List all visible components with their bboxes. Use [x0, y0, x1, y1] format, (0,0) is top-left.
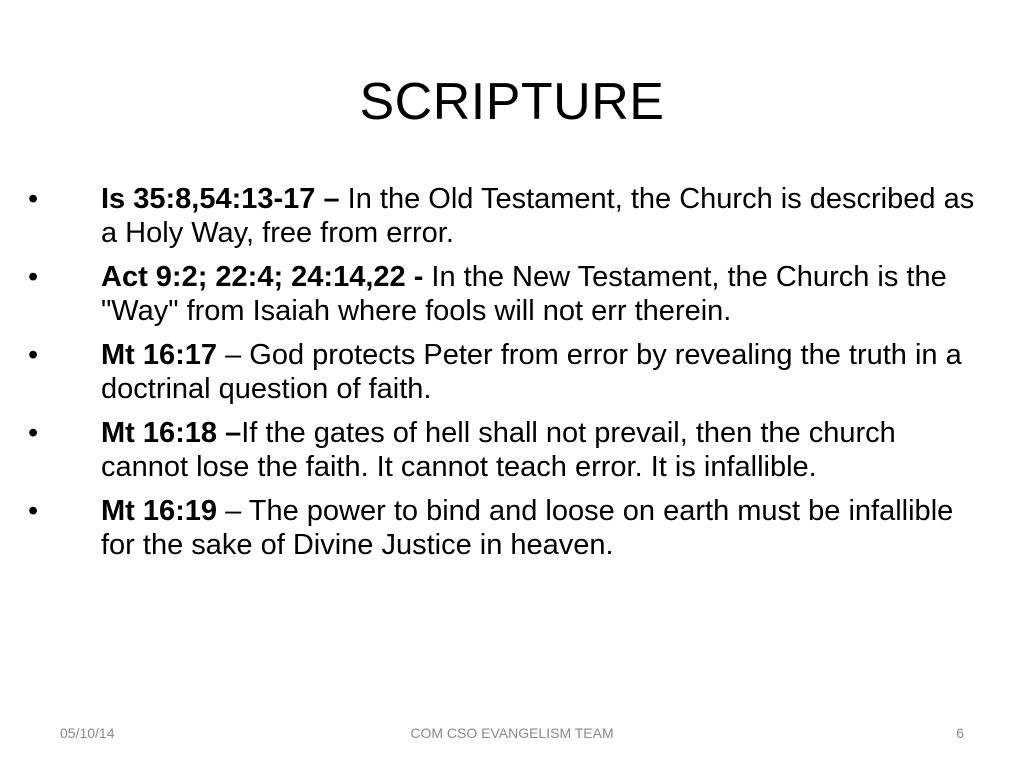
bullet-text: If the gates of hell shall not prevail, then the church cannot lose the faith. It cannot teach error. It is infallible.	[101, 417, 896, 483]
bullet-item	[28, 182, 978, 250]
footer-date: 05/10/14	[60, 725, 115, 741]
bullet-text: In the Old Testament, the Church is described as a Holy Way, free from error.	[101, 183, 975, 249]
slide-title: SCRIPTURE	[359, 73, 665, 131]
bullet-dot-icon: •	[28, 495, 39, 527]
bullet-item	[28, 338, 978, 406]
bullet-item	[28, 416, 978, 484]
footer-organization: COM CSO EVANGELISM TEAM	[410, 725, 614, 741]
footer-page-number: 6	[956, 725, 964, 741]
bullet-dot-icon: •	[28, 339, 39, 371]
scripture-reference: Mt 16:19	[101, 495, 218, 527]
bullet-item	[28, 260, 978, 328]
scripture-reference: Act 9:2; 22:4; 24:14,22 -	[101, 261, 424, 293]
bullet-text: – God protects Peter from error by revealing the truth in a doctrinal question of faith.	[101, 339, 962, 405]
scripture-reference: Mt 16:18 –	[101, 417, 242, 449]
bullet-text: In the New Testament, the Church is the "Way" from Isaiah where fools will not err therein.	[101, 261, 947, 327]
bullet-text: – The power to bind and loose on earth must be infallible for the sake of Divine Justice in heaven.	[101, 495, 954, 561]
scripture-reference: Is 35:8,54:13-17 –	[101, 183, 340, 215]
scripture-reference: Mt 16:17	[101, 339, 218, 371]
bullet-dot-icon: •	[28, 183, 39, 215]
bullet-item	[28, 494, 978, 562]
bullet-dot-icon: •	[28, 261, 39, 293]
bullet-list	[28, 182, 978, 572]
bullet-dot-icon: •	[28, 417, 39, 449]
